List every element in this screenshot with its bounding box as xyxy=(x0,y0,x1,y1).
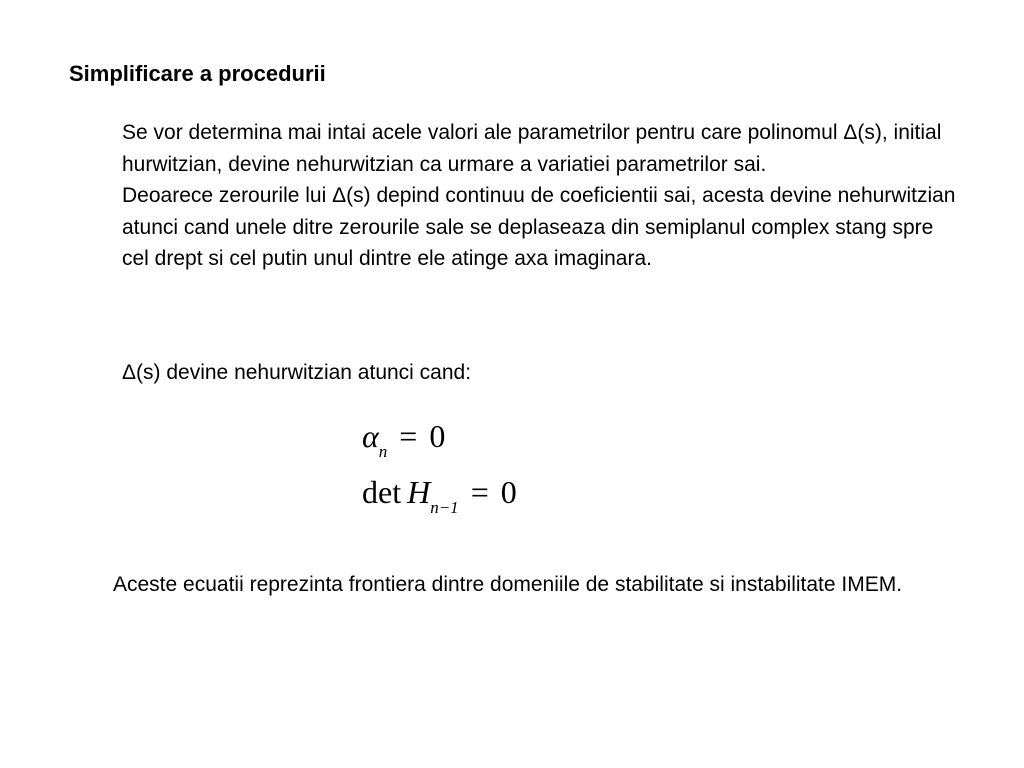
explanation-text xyxy=(122,117,962,275)
equation-det-hurwitz xyxy=(362,476,517,532)
equations-block xyxy=(362,420,517,532)
conclusion-text: Aceste ecuatii reprezinta frontiera dintre domeniile de stabilitate si instabilitate IMEM. xyxy=(113,573,903,596)
paragraph-determine-values: Se vor determina mai intai acele valori ale parametrilor pentru care polinomul Δ(s), initial hurwitzian, devine nehurwitzian ca urmare a variatiei parametrilor sai. xyxy=(122,121,942,176)
equals-sign: = xyxy=(399,418,418,454)
slide-title: Simplificare a procedurii xyxy=(69,61,326,86)
condition-intro: Δ(s) devine nehurwitzian atunci cand: xyxy=(122,361,472,384)
paragraph-zeros-shift: Deoarece zerourile lui Δ(s) depind continuu de coeficientii sai, acesta devine nehurwitzian atunci cand unele ditre zerourile sale se deplaseaza din semiplanul complex stang spre cel drept si cel putin unul dintre ele atinge axa imaginara. xyxy=(122,184,956,270)
det-function: det xyxy=(362,474,402,510)
equation-alpha xyxy=(362,420,517,476)
hurwitz-subscript: n−1 xyxy=(430,498,459,517)
equation-rhs: 0 xyxy=(429,418,446,454)
equation-rhs: 0 xyxy=(500,474,517,510)
alpha-symbol: α xyxy=(362,418,379,454)
equals-sign: = xyxy=(470,474,489,510)
alpha-subscript: n xyxy=(378,442,388,461)
hurwitz-matrix-symbol: H xyxy=(407,474,431,510)
